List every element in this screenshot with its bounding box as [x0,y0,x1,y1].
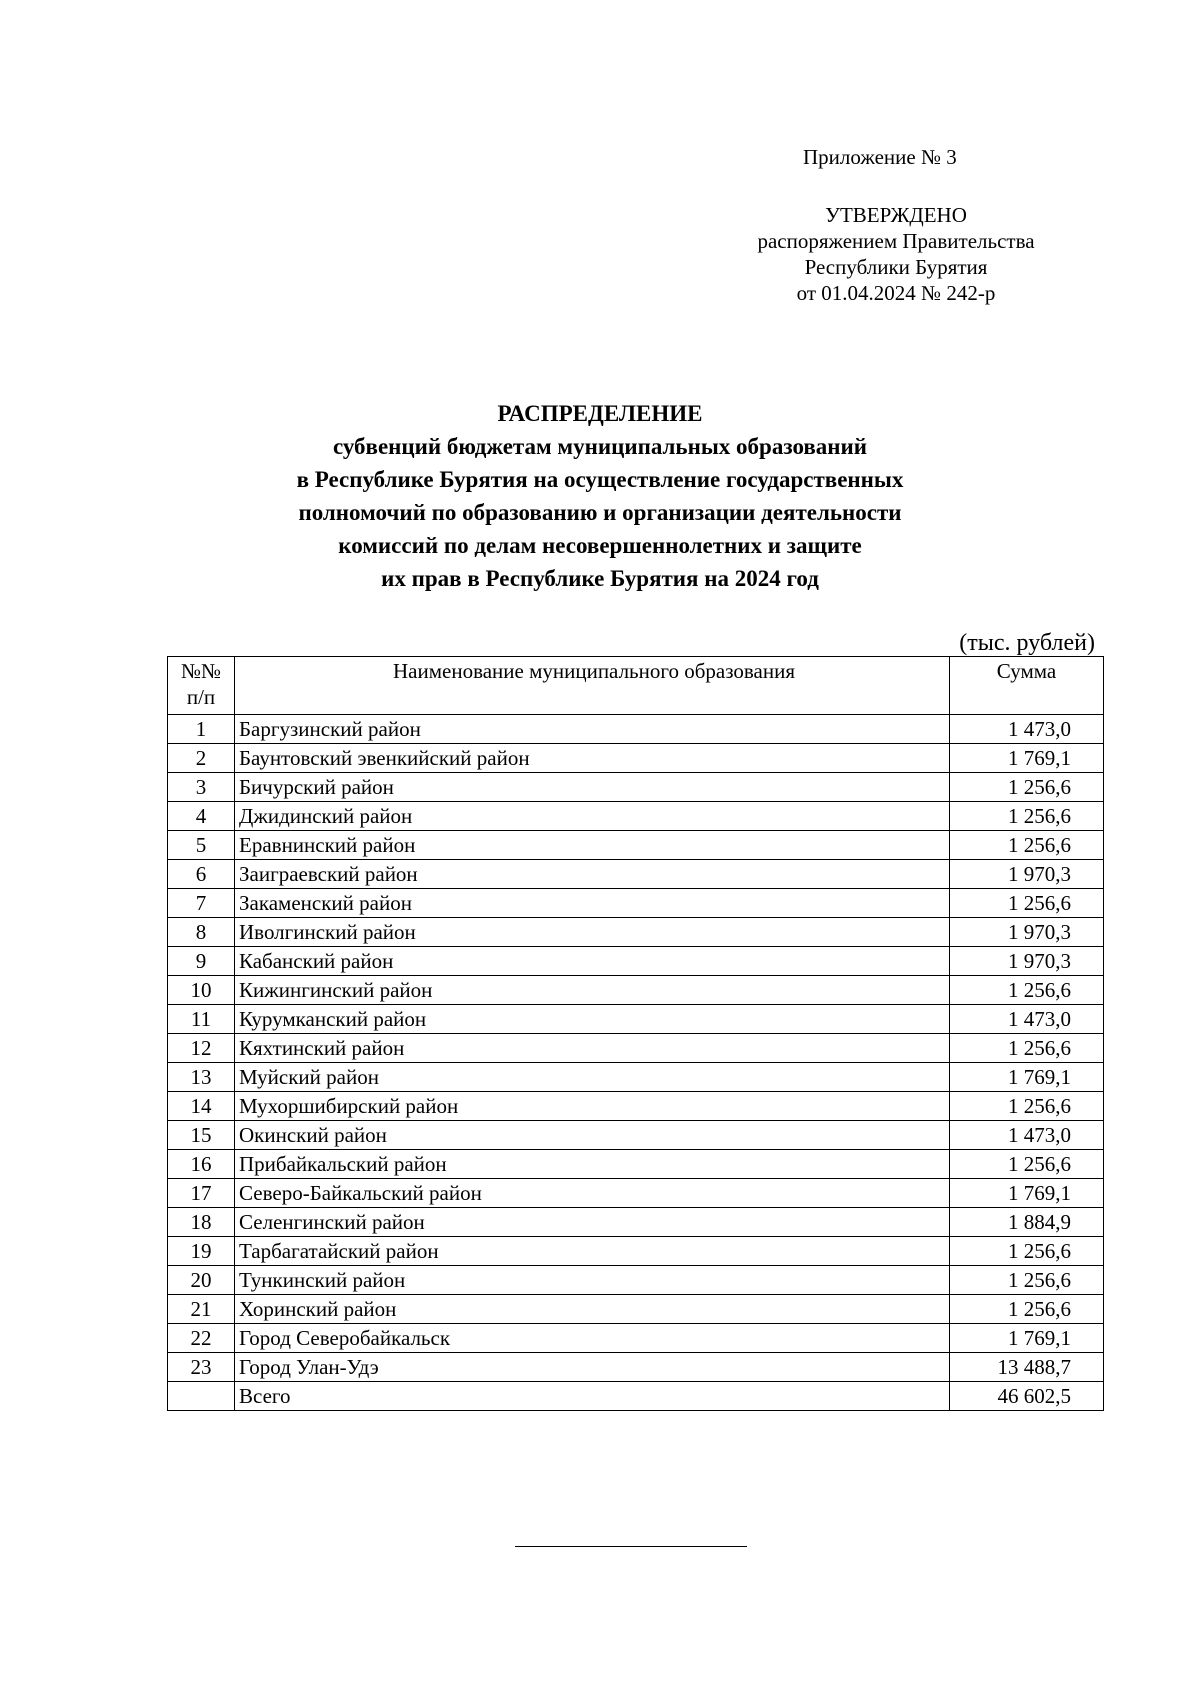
row-number: 22 [168,1324,235,1353]
row-name: Окинский район [235,1121,950,1150]
row-number: 19 [168,1237,235,1266]
table-body [168,715,1104,1411]
total-num [168,1382,235,1411]
header-name: Наименование муниципального образования [235,657,950,715]
row-number: 16 [168,1150,235,1179]
table-row [168,860,1104,889]
row-name: Заиграевский район [235,860,950,889]
table-row [168,1266,1104,1295]
row-sum: 13 488,7 [950,1353,1104,1382]
row-name: Селенгинский район [235,1208,950,1237]
row-number: 23 [168,1353,235,1382]
row-sum: 1 256,6 [950,802,1104,831]
row-name: Закаменский район [235,889,950,918]
total-name: Всего [235,1382,950,1411]
table-row [168,1034,1104,1063]
row-name: Джидинский район [235,802,950,831]
row-name: Еравнинский район [235,831,950,860]
table-header-row [168,657,1104,715]
row-number: 13 [168,1063,235,1092]
table-row [168,1150,1104,1179]
approval-date-line: от 01.04.2024 № 242-р [796,281,996,305]
title-line: в Республике Бурятия на осуществление государственных [296,467,904,492]
table-row [168,1063,1104,1092]
row-number: 7 [168,889,235,918]
table-row [168,1005,1104,1034]
table-row [168,889,1104,918]
row-number: 2 [168,744,235,773]
total-sum: 46 602,5 [950,1382,1104,1411]
row-name: Баунтовский эвенкийский район [235,744,950,773]
header-number [168,657,235,715]
approval-line: Республики Бурятия [804,255,988,279]
row-name: Город Северобайкальск [235,1324,950,1353]
row-number: 12 [168,1034,235,1063]
header-number-line2: п/п [186,685,216,709]
document-title [150,397,1050,595]
row-name: Тарбагатайский район [235,1237,950,1266]
header-number-line1: №№ [180,659,222,683]
row-sum: 1 473,0 [950,1121,1104,1150]
row-sum: 1 473,0 [950,715,1104,744]
row-sum: 1 769,1 [950,1063,1104,1092]
row-name: Северо-Байкальский район [235,1179,950,1208]
table-row [168,1121,1104,1150]
row-name: Тункинский район [235,1266,950,1295]
approval-block [700,202,1092,306]
table-row [168,1295,1104,1324]
table-row [168,1353,1104,1382]
row-name: Кижингинский район [235,976,950,1005]
table-row [168,744,1104,773]
row-sum: 1 473,0 [950,1005,1104,1034]
title-line: комиссий по делам несовершеннолетних и защите [338,533,862,558]
table-row [168,976,1104,1005]
table-row [168,831,1104,860]
row-number: 4 [168,802,235,831]
row-name: Бичурский район [235,773,950,802]
row-sum: 1 256,6 [950,1295,1104,1324]
row-number: 20 [168,1266,235,1295]
annex-label: Приложение № 3 [803,145,957,169]
table-row [168,802,1104,831]
table-row [168,1208,1104,1237]
row-sum: 1 256,6 [950,1150,1104,1179]
table-row [168,918,1104,947]
row-number: 11 [168,1005,235,1034]
row-name: Хоринский район [235,1295,950,1324]
row-sum: 1 256,6 [950,1237,1104,1266]
row-name: Кяхтинский район [235,1034,950,1063]
table-row [168,1179,1104,1208]
approval-line: УТВЕРЖДЕНО [825,203,967,227]
units-label: (тыс. рублей) [959,630,1095,656]
row-sum: 1 970,3 [950,918,1104,947]
row-name: Муйский район [235,1063,950,1092]
table-row [168,1092,1104,1121]
title-line: субвенций бюджетам муниципальных образований [332,434,868,459]
row-sum: 1 256,6 [950,1034,1104,1063]
row-sum: 1 256,6 [950,1266,1104,1295]
row-number: 18 [168,1208,235,1237]
row-number: 8 [168,918,235,947]
distribution-table [167,656,1104,1411]
row-sum: 1 256,6 [950,976,1104,1005]
approval-line: распоряжением Правительства [757,229,1035,253]
row-name: Кабанский район [235,947,950,976]
row-name: Прибайкальский район [235,1150,950,1179]
row-sum: 1 970,3 [950,947,1104,976]
row-name: Иволгинский район [235,918,950,947]
title-line: РАСПРЕДЕЛЕНИЕ [497,401,703,426]
row-name: Курумканский район [235,1005,950,1034]
table-row [168,1237,1104,1266]
title-line: полномочий по образованию и организации деятельности [298,500,902,525]
row-sum: 1 256,6 [950,773,1104,802]
row-number: 6 [168,860,235,889]
row-number: 10 [168,976,235,1005]
row-sum: 1 769,1 [950,1179,1104,1208]
row-name: Баргузинский район [235,715,950,744]
row-number: 1 [168,715,235,744]
row-sum: 1 884,9 [950,1208,1104,1237]
row-number: 15 [168,1121,235,1150]
row-name: Город Улан-Удэ [235,1353,950,1382]
row-number: 21 [168,1295,235,1324]
row-sum: 1 256,6 [950,1092,1104,1121]
total-row [168,1382,1104,1411]
table-row [168,715,1104,744]
header-sum: Сумма [950,657,1104,715]
row-number: 17 [168,1179,235,1208]
table-row [168,1324,1104,1353]
row-number: 5 [168,831,235,860]
row-name: Мухоршибирский район [235,1092,950,1121]
bottom-separator-line [515,1546,747,1547]
row-sum: 1 769,1 [950,1324,1104,1353]
table-row [168,773,1104,802]
row-number: 14 [168,1092,235,1121]
table-row [168,947,1104,976]
title-line: их прав в Республике Бурятия на 2024 год [381,566,819,591]
row-number: 3 [168,773,235,802]
row-number: 9 [168,947,235,976]
row-sum: 1 256,6 [950,831,1104,860]
row-sum: 1 970,3 [950,860,1104,889]
row-sum: 1 769,1 [950,744,1104,773]
row-sum: 1 256,6 [950,889,1104,918]
